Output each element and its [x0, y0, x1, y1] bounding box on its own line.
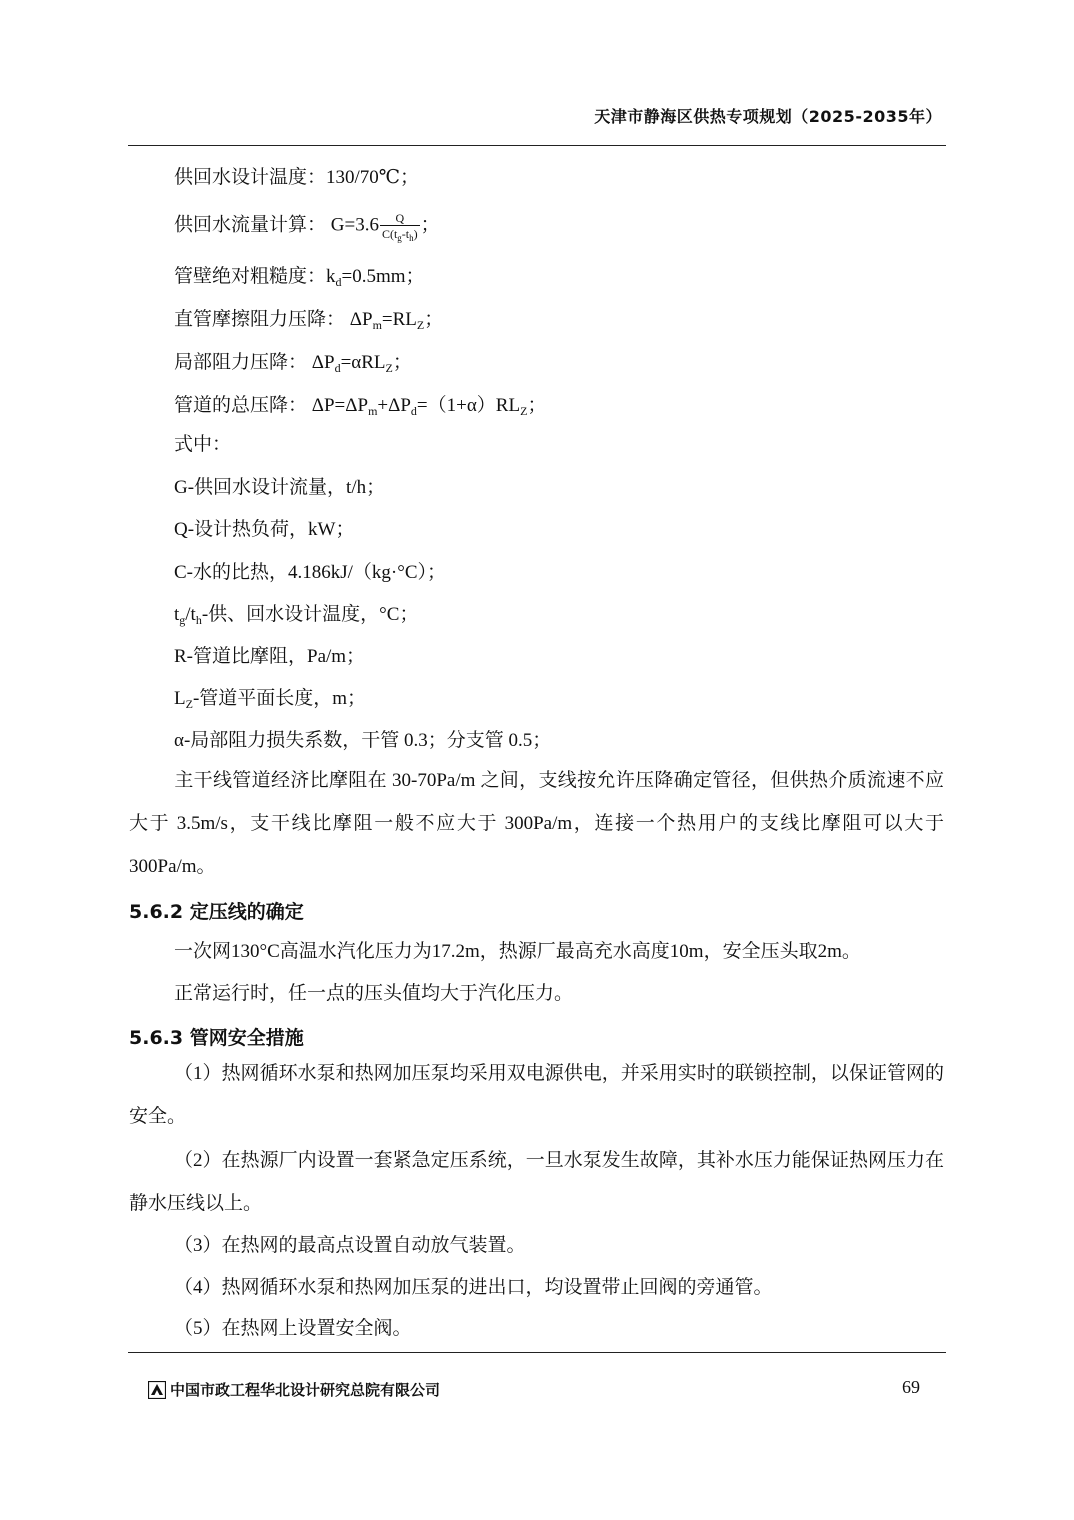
straight-label: 直管摩擦阻力压降：	[174, 309, 346, 330]
paragraph-main-text: 主干线管道经济比摩阻在 30-70Pa/m 之间，支线按允许压降确定管径，但供热介质流速不应大于 3.5m/s，支干线比摩阻一般不应大于 300Pa/m，连接一个热用户的支线比摩阻可以大于 300Pa/m。	[129, 770, 944, 877]
local-b-sub: Z	[385, 361, 393, 375]
def-q: Q-设计热负荷，kW；	[174, 519, 355, 540]
def-alpha: α-局部阻力损失系数，干管 0.3；分支管 0.5；	[174, 730, 552, 751]
formula-temp-label: 供回水设计温度：	[174, 167, 327, 188]
def-g: G-供回水设计流量，t/h；	[174, 477, 386, 498]
straight-b: =RL	[381, 309, 417, 330]
footer-company-name: 中国市政工程华北设计研究总院有限公司	[170, 1381, 441, 1399]
total-b: +ΔP	[377, 395, 411, 416]
den-post: )	[413, 227, 418, 241]
total-tail: ；	[527, 395, 547, 416]
local-b: =αRL	[340, 352, 386, 373]
def-t-h: h	[195, 613, 202, 627]
straight-a-sub: m	[372, 318, 382, 332]
def-lz	[174, 687, 366, 711]
flow-denominator	[380, 225, 420, 241]
den-mid: -t	[401, 227, 410, 241]
flow-numerator: Q	[395, 211, 405, 225]
local-a-sub: d	[334, 361, 341, 375]
roughness-label: 管壁绝对粗糙度：	[174, 266, 327, 287]
page-number: 69	[902, 1377, 920, 1397]
formula-temp-value: 130/70℃；	[326, 167, 420, 188]
total-label: 管道的总压降：	[174, 395, 308, 416]
footer-rule	[128, 1352, 946, 1353]
formula-roughness	[174, 265, 425, 289]
formula-local	[174, 351, 412, 375]
def-lz-post: -管道平面长度，m；	[192, 688, 367, 709]
def-t-pre: t	[174, 604, 180, 625]
def-t-g: g	[179, 613, 186, 627]
safety-item-3: （3）在热网的最高点设置自动放气装置。	[174, 1235, 526, 1256]
formula-flow	[174, 211, 440, 241]
footer-company	[148, 1379, 440, 1400]
def-r: R-管道比摩阻，Pa/m；	[174, 646, 366, 667]
total-c-sub: Z	[520, 404, 528, 418]
roughness-k: k	[326, 266, 336, 287]
straight-b-sub: Z	[416, 318, 425, 332]
den-sub-g: g	[397, 233, 402, 243]
paragraph-main	[129, 759, 944, 888]
section-562-p2: 正常运行时，任一点的压头值均大于汽化压力。	[174, 983, 574, 1004]
safety-item-1-text: （1）热网循环水泵和热网加压泵均采用双电源供电，并采用实时的联锁控制，以保证管网的安全。	[129, 1063, 944, 1127]
formula-flow-lhs: G=3.6	[330, 214, 379, 236]
den-sub-h: h	[409, 233, 414, 243]
formula-straight	[174, 308, 443, 332]
straight-tail: ；	[424, 309, 444, 330]
formula-total	[174, 394, 546, 418]
safety-item-2	[129, 1139, 944, 1225]
safety-item-1	[129, 1052, 944, 1138]
def-t-mid: /t	[185, 604, 196, 625]
safety-item-2-text: （2）在热源厂内设置一套紧急定压系统，一旦水泵发生故障，其补水压力能保证热网压力在静水压线以上。	[129, 1150, 944, 1214]
den-pre: C(t	[381, 227, 398, 241]
header-rule	[128, 145, 946, 146]
roughness-value: =0.5mm；	[341, 266, 425, 287]
local-a: ΔP	[311, 352, 335, 373]
local-label: 局部阻力压降：	[174, 352, 308, 373]
flow-fraction	[380, 211, 420, 241]
roughness-sub: d	[335, 275, 342, 289]
def-t	[174, 603, 418, 627]
def-lz-pre: L	[174, 688, 186, 709]
total-c: =（1+α）RL	[416, 395, 521, 416]
total-b-sub: d	[410, 404, 417, 418]
header-title: 天津市静海区供热专项规划（2025-2035年）	[594, 107, 942, 126]
company-logo-icon	[148, 1381, 166, 1399]
def-t-post: -供、回水设计温度，°C；	[201, 604, 419, 625]
section-heading-563: 5.6.3 管网安全措施	[129, 1027, 304, 1049]
formula-flow-label: 供回水流量计算：	[174, 214, 327, 236]
safety-item-5: （5）在热网上设置安全阀。	[174, 1318, 412, 1339]
formula-flow-tail: ；	[420, 214, 440, 236]
def-lz-sub: Z	[185, 697, 193, 711]
definitions-intro: 式中：	[174, 434, 232, 455]
total-a-sub: m	[368, 404, 378, 418]
section-562-p1: 一次网130°C高温水汽化压力为17.2m，热源厂最高充水高度10m，安全压头取2m。	[174, 941, 861, 962]
safety-item-4: （4）热网循环水泵和热网加压泵的进出口，均设置带止回阀的旁通管。	[174, 1277, 773, 1298]
formula-temp	[174, 166, 419, 190]
straight-a: ΔP	[349, 309, 373, 330]
section-heading-562: 5.6.2 定压线的确定	[129, 901, 304, 923]
def-c: C-水的比热，4.186kJ/（kg·°C）；	[174, 562, 447, 583]
total-a: ΔP=ΔP	[311, 395, 369, 416]
local-tail: ；	[392, 352, 412, 373]
